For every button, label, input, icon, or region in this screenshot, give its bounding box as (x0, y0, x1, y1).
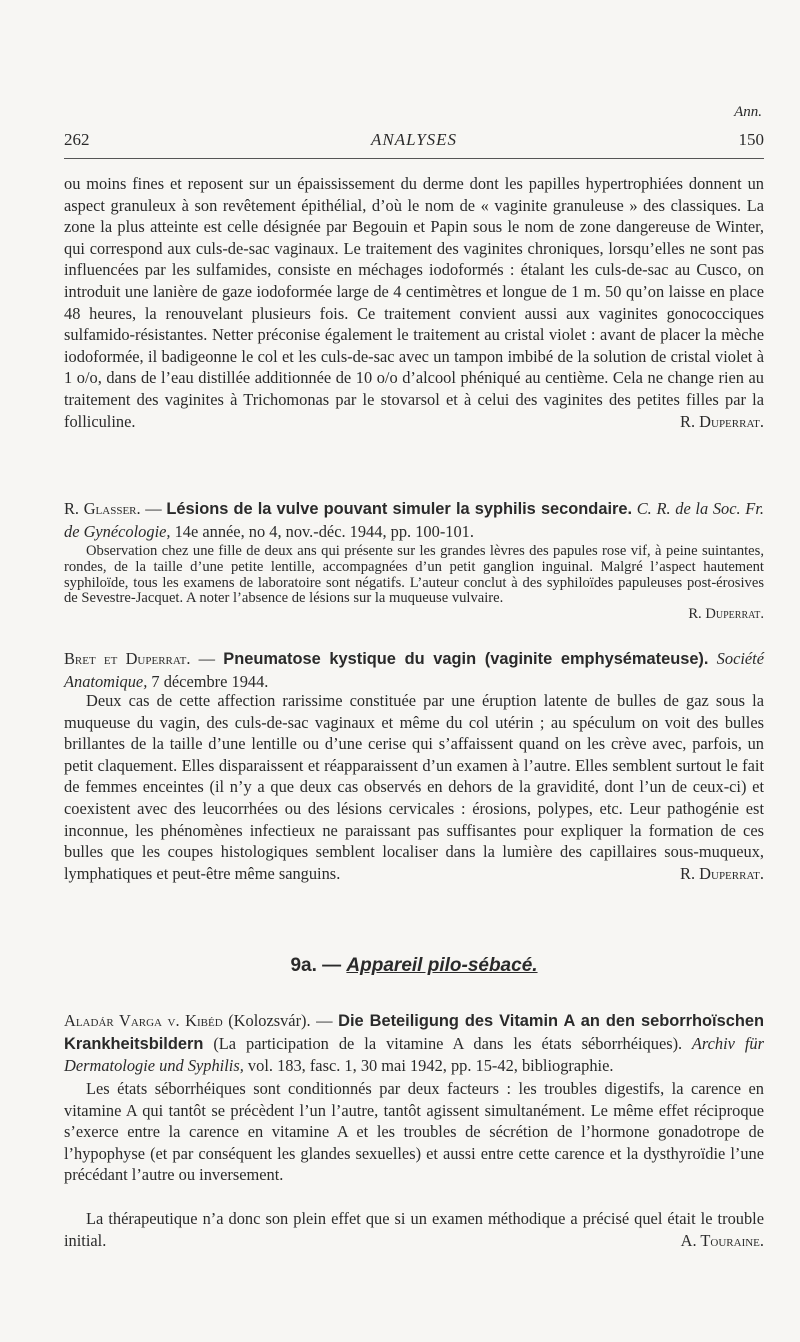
page-number: 262 (64, 130, 90, 149)
article-3-source-rest: vol. 183, fasc. 1, 30 mai 1942, pp. 15-42, bibliographie. (243, 1056, 614, 1076)
header-rule (64, 158, 764, 159)
article-1-text: Observation chez une fille de deux ans qui présente sur les grandes lèvres des papules rose vif, à peine suintantes, rondes, de la taille d’une petite lentille, accompagnées d’un petit ganglion inguinal. Malgré l’aspect hautement syphiloïde, tous les examens de laboratoire sont négatifs. L’auteur conclut à des syphiloïdes papuleuses post-érosives de Sevestre-Jacquet. A noter l’absence de lésions sur la muqueuse vulvaire. (64, 543, 764, 607)
article-1-source: C. R. de la Soc. Fr. de Gynécologie, (64, 499, 764, 541)
page-header (64, 130, 764, 152)
article-3-text: Les états séborrhéiques sont conditionnés par deux facteurs : les troubles digestifs, la carence en vitamine A qui tantôt se précèdent l’un l’autre, tantôt agissent simultanément. Le même effet réciproque s’exerce entre la carence en vitamine A et les troubles de sécrétion de l’hormone gonadotrope de l’hypophyse (et par conséquent les glandes sexuelles) et aussi entre cette carence et la dysthyroïdie l’une précédant l’autre ou inversement. (64, 1079, 764, 1185)
article-2-body (64, 690, 764, 884)
article-2-header (64, 648, 764, 692)
article-3-text-2: La thérapeutique n’a donc son plein effet que si un examen méthodique a précisé quel était le trouble initial. (64, 1209, 764, 1250)
article-1-author: R. Glasser. (64, 499, 141, 518)
continuation-signature: R. Duperrat. (680, 411, 764, 431)
article-3-translation: (La participation de la vitamine A dans les états séborrhéiques). (203, 1033, 683, 1053)
article-2-dash: — (190, 649, 224, 668)
journal-abbrev: Ann. (734, 104, 762, 120)
article-3-dash: — (310, 1011, 339, 1030)
article-1-header (64, 498, 764, 542)
article-2-signature: R. Duperrat. (680, 863, 764, 883)
article-3-signature: A. Touraine. (680, 1230, 764, 1250)
article-1-signature: R. Duperrat. (688, 606, 764, 623)
continuation-paragraph (64, 173, 764, 432)
article-3-place: (Kolozsvár). (222, 1011, 311, 1030)
article-1-source-rest: 14e année, no 4, nov.-déc. 1944, pp. 100-101. (170, 521, 474, 541)
article-3-author: Aladár Varga v. Kibéd (64, 1011, 223, 1030)
section-number: 9a. (290, 955, 317, 976)
article-1-title: Lésions de la vulve pouvant simuler la syphilis secondaire. (166, 500, 633, 518)
article-3-conclusion (64, 1208, 764, 1251)
article-2-author: Bret et Duperrat. (64, 649, 191, 668)
section-dash: — (316, 955, 347, 976)
article-2-source: Société Anatomique, (64, 649, 764, 691)
running-title: ANALYSES (370, 130, 458, 149)
article-2-title: Pneumatose kystique du vagin (vaginite emphysémateuse). (223, 650, 709, 668)
article-3-title: Die Beteiligung des Vitamin A an den seborrhoïschen Krankheitsbildern (64, 1012, 764, 1053)
article-3-header (64, 1010, 764, 1077)
article-2-text: Deux cas de cette affection rarissime constituée par une éruption latente de bulles de gaz sous la muqueuse du vagin, des culs-de-sac vaginaux et même du col utérin ; au spéculum on voit des bulles brillantes de la taille d’une lentille ou d’une cerise qui s’affaissent quand on les crève avec, parfois, un petit claquement. Elles disparaissent et réapparaissent d’un examen à l’autre. Elles semblent surtout le fait de femmes enceintes (il n’y a que deux cas observés en dehors de la gravidité, dont l’un de ceux-ci) et coexistent avec des leucorrhées ou des lésions cervicales : érosions, polypes, etc. Leur pathogénie est inconnue, les phénomènes infectieux ne paraissant pas suffisantes pour expliquer la formation de ces bulles que les coupes histologiques semblent localiser dans la lumière des capillaires sous-muqueux, lymphatiques et peut-être même sanguins. (64, 691, 764, 883)
article-1-dash: — (140, 499, 167, 518)
article-3-body (64, 1078, 764, 1186)
article-2-source-rest: 7 décembre 1944. (147, 671, 269, 691)
section-heading (64, 955, 764, 977)
continuation-text: ou moins fines et reposent sur un épaississement du derme dont les papilles hypertrophiées donnent un aspect granuleux à son revêtement épithélial, d’où le nom de « vaginite granuleuse » des classiques. La zone la plus atteinte est celle désignée par Begouin et Papin sous le nom de zone dangereuse de Winter, qui correspond aux culs-de-sac vaginaux. Le traitement des vaginites chroniques, lorsqu’elles ne sont pas influencées par les sulfamides, consiste en méchages iodoformés : étalant les culs-de-sac au Cusco, on introduit une lanière de gaze iodoformée large de 4 centimètres et longue de 1 m. 50 qu’on laisse en place 48 heures, la renouvelant plusieurs fois. Ce traitement convient aussi aux vaginites gonococciques sulfamido-résistantes. Netter préconise également le traitement au cristal violet : avant de placer la mèche iodoformée, il badigeonne le col et les culs-de-sac avec un tampon imbibé de la solution de cristal violet à 1 o/o, dans de l’eau distillée additionnée de 10 o/o d’alcool phéniqué au centième. Cela ne change rien au traitement des vaginites à Trichomonas par le stovarsol et à celui des vaginites des petites filles par la folliculine. (64, 174, 764, 431)
article-3-source: Archiv für Dermatologie und Syphilis, (64, 1033, 765, 1076)
section-name: Appareil pilo-sébacé. (346, 955, 538, 976)
article-1-body (64, 544, 764, 623)
volume-number: 150 (738, 130, 764, 149)
